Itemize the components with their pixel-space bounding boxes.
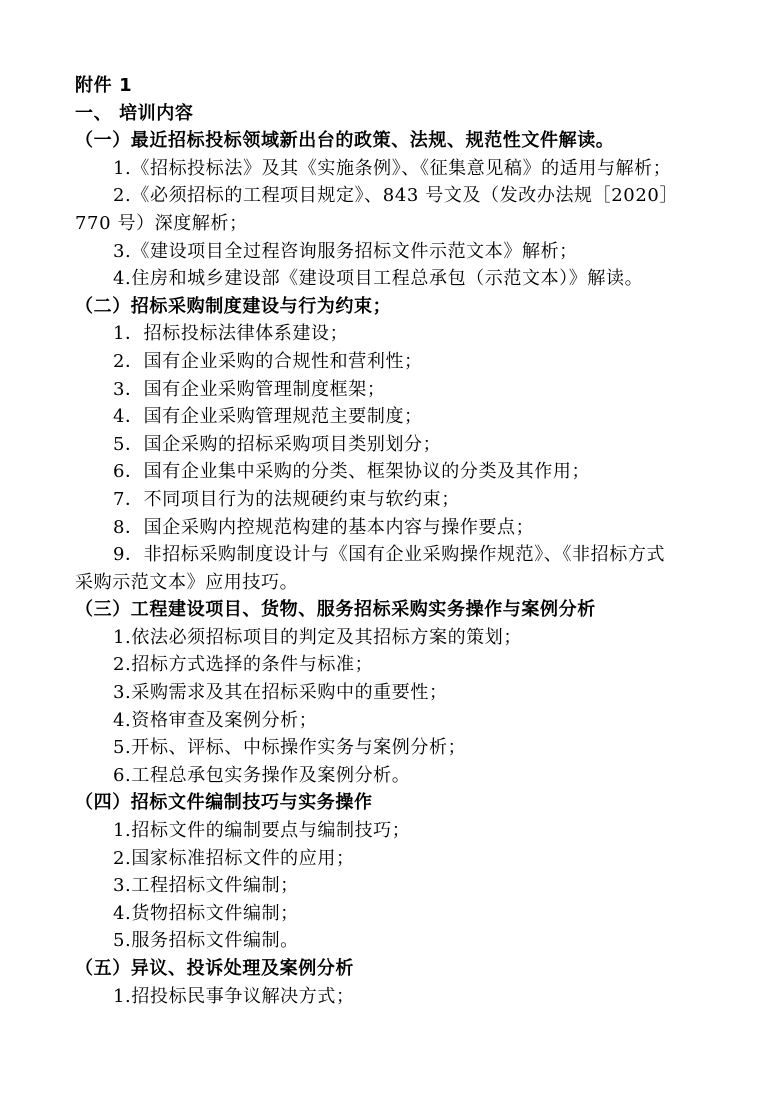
list-item-continuation: 采购示范文本》应用技巧。	[75, 571, 299, 593]
section-4	[75, 789, 715, 955]
list-item: 1.《招标投标法》及其《实施条例》、《征集意见稿》的适用与解析；	[113, 157, 672, 179]
section-title: （三）工程建设项目、货物、服务招标采购实务操作与案例分析	[75, 599, 596, 621]
list-item: 1.招标文件的编制要点与编制技巧；	[113, 820, 411, 842]
list-item: 4.资格审查及案例分析；	[113, 709, 318, 731]
list-item: 3.工程招标文件编制；	[113, 875, 299, 897]
list-item: 6．国有企业集中采购的分类、框架协议的分类及其作用；	[113, 461, 591, 483]
list-item: 1.依法必须招标项目的判定及其招标方案的策划；	[113, 626, 522, 648]
list-item: 5.服务招标文件编制。	[113, 930, 299, 952]
list-item: 3．国有企业采购管理制度框架；	[113, 378, 386, 400]
list-item: 5．国企采购的招标采购项目类别划分；	[113, 433, 442, 455]
attachment-label: 附件 1	[75, 75, 133, 96]
list-item: 6.工程总承包实务操作及案例分析。	[113, 764, 411, 786]
list-item: 2.国家标准招标文件的应用；	[113, 847, 355, 869]
section-1	[75, 127, 715, 293]
section-heading: 一、 培训内容	[75, 102, 194, 124]
list-item: 4．国有企业采购管理规范主要制度；	[113, 406, 423, 428]
section-title: （一）最近招标投标领域新出台的政策、法规、规范性文件解读。	[75, 130, 615, 152]
section-title: （四）招标文件编制技巧与实务操作	[75, 792, 373, 814]
section-title: （五）异议、投诉处理及案例分析	[75, 958, 354, 979]
list-item-continuation: 770 号）深度解析；	[75, 212, 248, 234]
list-item: 2．国有企业采购的合规性和营利性；	[113, 350, 423, 372]
list-item: 7．不同项目行为的法规硬约束与软约束；	[113, 488, 460, 510]
list-item: 4.住房和城乡建设部《建设项目工程总承包（示范文本）》解读。	[113, 268, 644, 290]
list-item: 3.《建设项目全过程咨询服务招标文件示范文本》解析；	[113, 240, 578, 262]
document-body	[75, 72, 715, 1010]
section-3	[75, 596, 715, 789]
list-item: 9．非招标采购制度设计与《国有企业采购操作规范》、《非招标方式	[113, 544, 666, 566]
list-item: 1.招投标民事争议解决方式；	[113, 985, 355, 1007]
list-item: 8．国企采购内控规范构建的基本内容与操作要点；	[113, 516, 535, 538]
list-item: 1．招标投标法律体系建设；	[113, 323, 349, 345]
section-5	[75, 955, 715, 1010]
list-item: 2.《必须招标的工程项目规定》、843 号文及（发改办法规［2020］	[113, 185, 679, 207]
section-2	[75, 293, 715, 597]
list-item: 3.采购需求及其在招标采购中的重要性；	[113, 682, 448, 704]
section-title: （二）招标采购制度建设与行为约束；	[75, 295, 392, 317]
list-item: 2.招标方式选择的条件与标准；	[113, 654, 374, 676]
list-item: 4.货物招标文件编制；	[113, 902, 299, 924]
list-item: 5.开标、评标、中标操作实务与案例分析；	[113, 737, 467, 759]
